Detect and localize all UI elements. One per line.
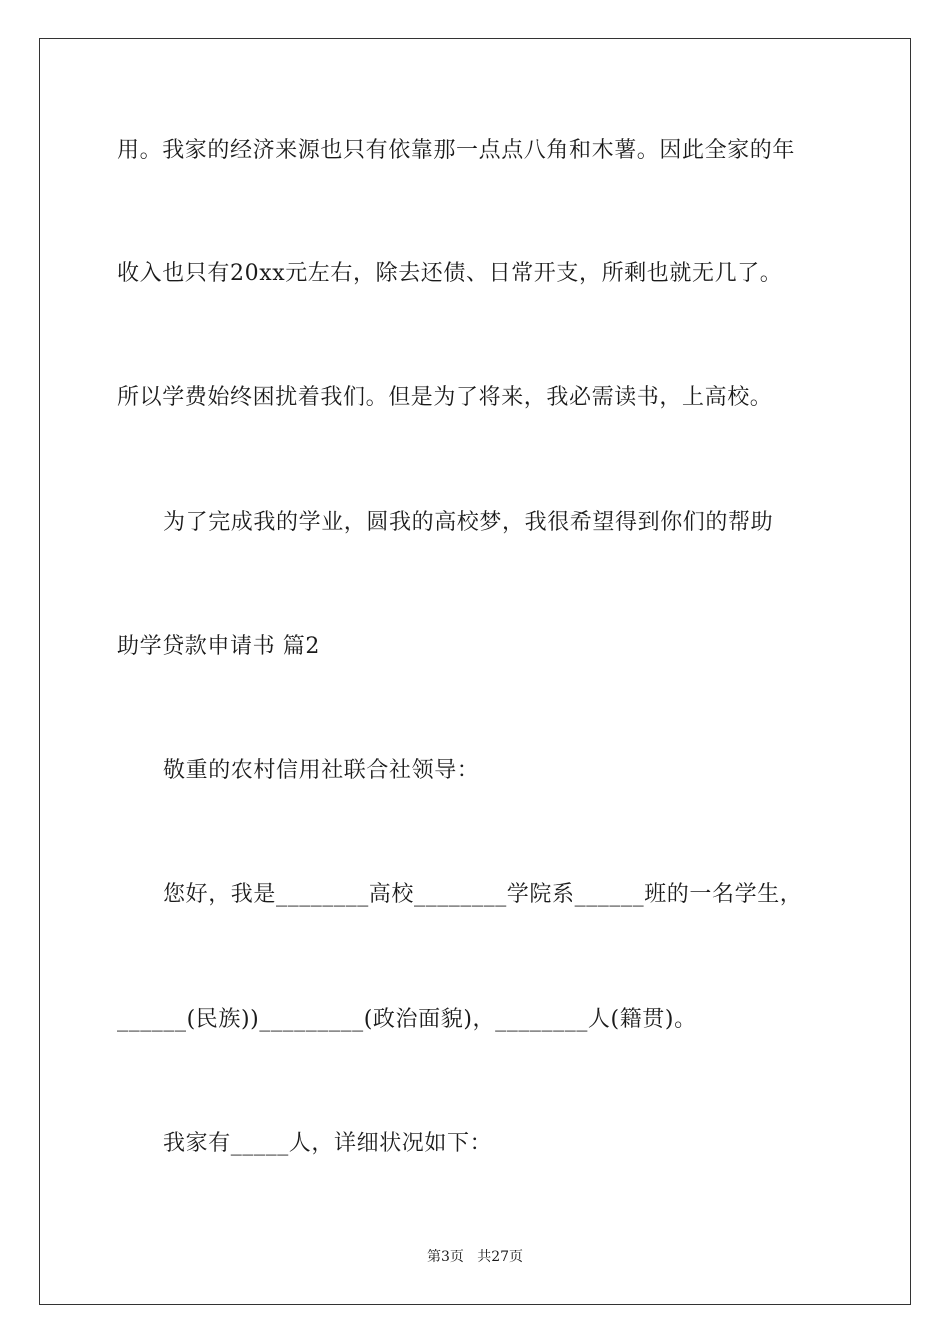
family-line: 我家有_____人，详细状况如下： [163, 1131, 493, 1156]
section-heading: 助学贷款申请书 篇2 [117, 634, 320, 659]
body-line-2: 收入也只有20xx元左右，除去还债、日常开支，所剩也就无几了。 [117, 261, 783, 286]
salutation: 敬重的农村信用社联合社领导： [163, 758, 480, 783]
page-footer: 第3页 共27页 [426, 1249, 524, 1265]
page-border [39, 38, 911, 1305]
body-line-1: 用。我家的经济来源也只有依靠那一点点八角和木薯。因此全家的年 [117, 138, 796, 163]
body-line-3: 所以学费始终困扰着我们。但是为了将来，我必需读书，上高校。 [117, 385, 773, 410]
intro-line-2: ______(民族))_________(政治面貌)，________人(籍贯)。 [117, 1007, 697, 1032]
paragraph-wish: 为了完成我的学业，圆我的高校梦，我很希望得到你们的帮助 [163, 510, 774, 535]
intro-line-1: 您好，我是________高校________学院系______班的一名学生， [163, 882, 803, 907]
